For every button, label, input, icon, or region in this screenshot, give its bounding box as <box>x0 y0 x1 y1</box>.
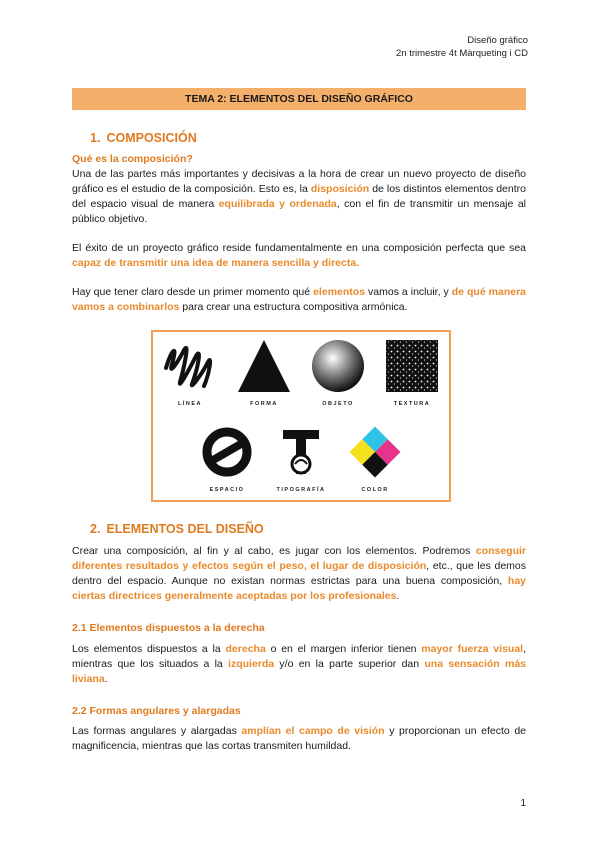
text: , mientras que los situados a la <box>72 643 526 670</box>
text: Las formas angulares y alargadas <box>72 725 242 737</box>
highlight: elementos <box>313 286 366 298</box>
design-elements-figure <box>151 330 451 502</box>
caption-linea: LÍNEA <box>178 401 202 407</box>
figure-item-space <box>190 424 264 493</box>
text: , con el fin de transmitir un mensaje al público objetivo. <box>72 198 527 225</box>
highlight: una sensación más liviana <box>72 658 527 685</box>
caption-textura: TEXTURA <box>393 401 431 407</box>
text: Una de las partes más importantes y decisivas a la hora de crear un nuevo proyecto de diseño gráfico es el estudio de la composición. Esto es, la <box>72 168 526 195</box>
section-1-heading <box>90 131 197 145</box>
caption-forma: FORMA <box>250 401 278 407</box>
subsection-2-2-heading: 2.2 Formas angulares y alargadas <box>72 705 241 717</box>
text: de los distintos elementos dentro del espacio visual de manera <box>72 183 526 210</box>
figure-item-shape <box>227 338 301 407</box>
caption-tipografia: TIPOGRAFÍA <box>276 487 326 493</box>
figure-item-line <box>153 338 227 407</box>
section-1-paragraph-2 <box>72 241 526 271</box>
text: Crear una composición, al fin y al cabo, es jugar con los elementos. Podremos <box>72 545 476 557</box>
text: y proporcionan un efecto de magnificencia, mientras que las cortas transmiten humildad. <box>72 725 527 752</box>
header-course: 2n trimestre 4t Màrqueting i CD <box>396 48 528 59</box>
highlight: disposición <box>310 183 370 195</box>
text: Los elementos dispuestos a la <box>72 643 226 655</box>
highlight: izquierda <box>228 658 275 670</box>
text: . <box>396 590 400 602</box>
highlight: derecha <box>225 643 266 655</box>
highlight: amplían el campo de visión <box>241 725 385 737</box>
section-1-paragraph-3 <box>72 285 526 315</box>
figure-item-object <box>301 338 375 407</box>
highlight: mayor fuerza visual <box>421 643 524 655</box>
document-title: TEMA 2: ELEMENTOS DEL DISEÑO GRÁFICO <box>72 88 526 110</box>
highlight: hay ciertas directrices generalmente aceptadas por los profesionales <box>72 575 526 602</box>
text: . <box>104 673 108 685</box>
text: para crear una estructura compositiva armónica. <box>179 301 408 313</box>
page-number: 1 <box>520 798 526 809</box>
section-2-paragraph-2 <box>72 642 526 687</box>
caption-color: COLOR <box>361 487 389 493</box>
section-1-subheading: Qué es la composición? <box>72 153 193 165</box>
text: o en el margen inferior tienen <box>265 643 422 655</box>
header-subject: Diseño gráfico <box>467 35 528 46</box>
text: y/o en la parte superior dan <box>274 658 425 670</box>
scribble-line-icon <box>162 338 218 394</box>
highlight: capaz de transmitir una idea de manera sencilla y directa. <box>72 257 360 269</box>
triangle-shape-icon <box>236 338 292 394</box>
sphere-object-icon <box>310 338 366 394</box>
highlight: de qué manera vamos a combinarlos <box>72 286 526 313</box>
subsection-2-1-heading: 2.1 Elementos dispuestos a la derecha <box>72 622 265 634</box>
caption-objeto: OBJETO <box>322 401 354 407</box>
highlight: conseguir diferentes resultados y efectos según el peso, el lugar de disposición <box>72 545 526 572</box>
section-1-number: 1. <box>90 131 101 145</box>
page-header <box>396 34 528 60</box>
section-2-heading <box>90 522 264 536</box>
typography-glyph-icon <box>273 424 329 480</box>
text: , etc., que les demos dentro del espacio. Aunque no existan normas estrictas para una buena composición, <box>72 560 527 587</box>
section-2-paragraph-1 <box>72 544 526 604</box>
section-2-title: ELEMENTOS DEL DISEÑO <box>106 522 264 536</box>
text: vamos a incluir, y <box>365 286 452 298</box>
text: Hay que tener claro desde un primer momento qué <box>72 286 314 298</box>
figure-item-typography <box>264 424 338 493</box>
space-ring-icon <box>199 424 255 480</box>
section-1-title: COMPOSICIÓN <box>106 131 197 145</box>
highlight: equilibrada y ordenada <box>218 198 337 210</box>
section-2-paragraph-3 <box>72 724 526 754</box>
figure-item-texture <box>375 338 449 407</box>
section-1-paragraph-1 <box>72 167 526 227</box>
text: El éxito de un proyecto gráfico reside fundamentalmente en una composición perfecta que sea <box>72 242 526 254</box>
figure-item-color <box>338 424 412 493</box>
texture-noise-icon <box>384 338 440 394</box>
caption-espacio: ESPACIO <box>209 487 245 493</box>
section-2-number: 2. <box>90 522 101 536</box>
color-diamond-icon <box>347 424 403 480</box>
